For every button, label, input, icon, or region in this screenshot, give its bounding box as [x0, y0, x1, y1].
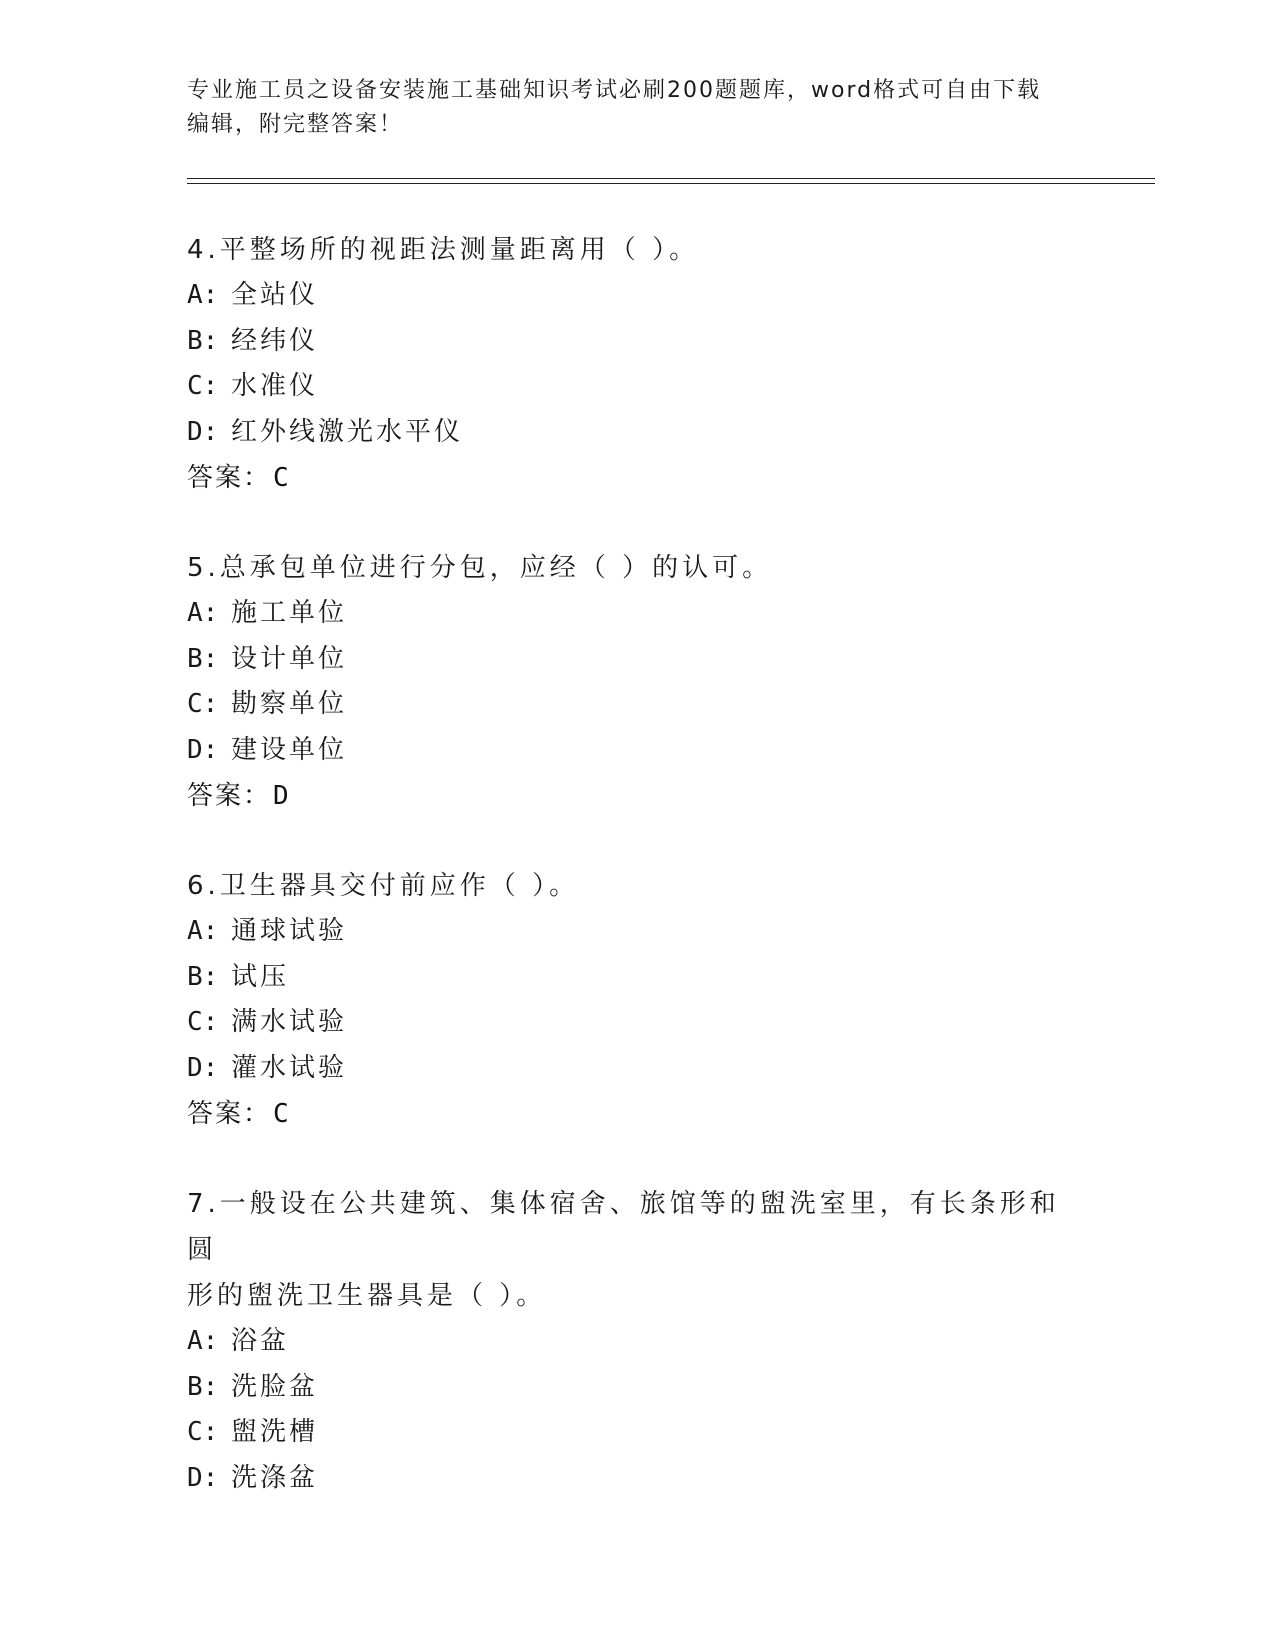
- option-text: 全站仪: [231, 280, 319, 310]
- option-key: C:: [187, 1007, 219, 1037]
- option-text: 经纬仪: [231, 325, 319, 356]
- option-c: [187, 682, 1087, 728]
- option-text: 洗涤盆: [231, 1462, 319, 1493]
- option-text: 通球试验: [231, 916, 348, 946]
- option-a: [187, 1319, 1087, 1365]
- header-divider-top: [187, 178, 1155, 179]
- option-b: [187, 637, 1087, 683]
- header-title-line-2: 编辑，附完整答案！: [187, 112, 404, 137]
- option-b: [187, 955, 1087, 1001]
- question-7: [187, 1181, 1087, 1501]
- option-d: [187, 728, 1087, 774]
- answer-label: 答案：: [187, 463, 272, 493]
- option-a: [187, 909, 1087, 955]
- option-a: [187, 273, 1087, 319]
- option-key: D:: [187, 734, 219, 765]
- answer: [187, 455, 1087, 501]
- header-title-line-1: 专业施工员之设备安装施工基础知识考试必刷200题题库，word格式可自由下载: [187, 78, 1042, 103]
- option-key: A:: [187, 280, 219, 310]
- answer-label: 答案：: [187, 781, 272, 811]
- option-b: [187, 1365, 1087, 1411]
- option-key: B:: [187, 961, 219, 992]
- option-key: A:: [187, 1326, 219, 1356]
- option-a: [187, 591, 1087, 637]
- option-text: 试压: [231, 961, 290, 992]
- question-5: [187, 545, 1087, 819]
- question-text: 4.平整场所的视距法测量距离用（ ）。: [187, 235, 700, 265]
- option-text: 灌水试验: [231, 1052, 348, 1083]
- answer-value: C: [273, 1099, 289, 1129]
- option-key: D:: [187, 1052, 219, 1083]
- option-key: A:: [187, 916, 219, 946]
- option-c: [187, 1410, 1087, 1456]
- option-key: D:: [187, 1462, 219, 1493]
- option-text: 施工单位: [231, 598, 348, 628]
- question-text-line-2: 形的盥洗卫生器具是（ ）。: [187, 1281, 547, 1311]
- option-key: C:: [187, 689, 219, 719]
- option-key: C:: [187, 371, 219, 401]
- option-b: [187, 319, 1087, 365]
- document-header: [187, 74, 1067, 142]
- option-key: C:: [187, 1417, 219, 1447]
- option-key: B:: [187, 325, 219, 356]
- option-text: 建设单位: [231, 734, 348, 765]
- option-key: B:: [187, 643, 219, 674]
- option-text: 勘察单位: [231, 689, 348, 719]
- option-text: 浴盆: [231, 1326, 290, 1356]
- option-text: 设计单位: [231, 643, 348, 674]
- question-4: [187, 227, 1087, 501]
- option-c: [187, 1000, 1087, 1046]
- option-key: D:: [187, 416, 219, 447]
- option-key: A:: [187, 598, 219, 628]
- option-d: [187, 410, 1087, 456]
- option-text: 红外线激光水平仪: [231, 416, 464, 447]
- question-text: 6.卫生器具交付前应作（ ）。: [187, 871, 580, 901]
- option-text: 水准仪: [231, 371, 319, 401]
- answer: [187, 773, 1087, 819]
- option-d: [187, 1046, 1087, 1092]
- answer-label: 答案：: [187, 1099, 272, 1129]
- question-6: [187, 863, 1087, 1137]
- option-d: [187, 1456, 1087, 1502]
- option-key: B:: [187, 1371, 219, 1402]
- option-text: 洗脸盆: [231, 1371, 319, 1402]
- header-divider-bottom: [187, 183, 1155, 184]
- option-c: [187, 364, 1087, 410]
- answer-value: C: [273, 463, 289, 493]
- answer: [187, 1091, 1087, 1137]
- answer-value: D: [273, 781, 289, 811]
- option-text: 盥洗槽: [231, 1417, 319, 1447]
- question-text: 5.总承包单位进行分包，应经（ ）的认可。: [187, 553, 773, 583]
- question-text-line-1: 7.一般设在公共建筑、集体宿舍、旅馆等的盥洗室里，有长条形和圆: [187, 1189, 1060, 1265]
- option-text: 满水试验: [231, 1007, 348, 1037]
